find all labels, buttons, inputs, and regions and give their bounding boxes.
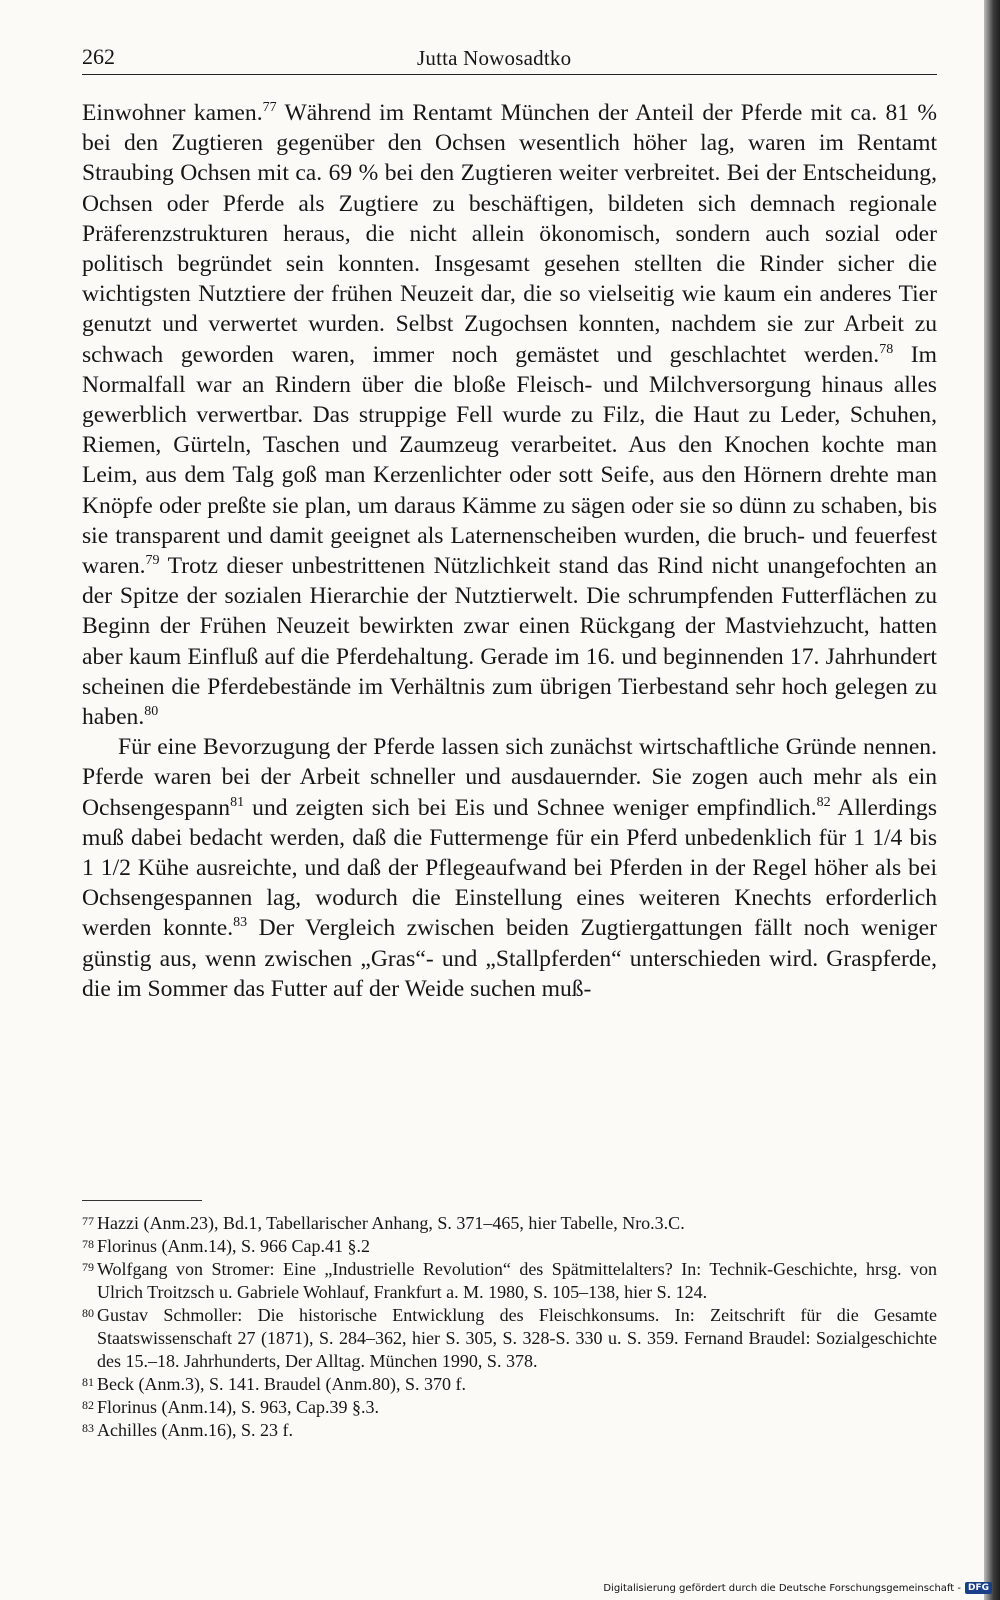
- paragraph-text: Einwohner kamen.: [82, 100, 263, 126]
- scan-page-edge: [984, 0, 1000, 1600]
- footnote-number: 78: [82, 1237, 94, 1251]
- footnote-text: Beck (Anm.3), S. 141. Braudel (Anm.80), S. 370 f.: [97, 1374, 466, 1394]
- footnote-text: Hazzi (Anm.23), Bd.1, Tabellarischer Anhang, S. 371–465, hier Tabelle, Nro.3.C.: [97, 1213, 685, 1233]
- footnote-number: 81: [82, 1375, 94, 1389]
- digitization-credit: [603, 1582, 992, 1594]
- paragraph-text: Während im Rentamt München der Anteil der Pferde mit ca. 81 % bei den Zugtieren gegenüber den Ochsen wesentlich höher lag, waren im Rentamt Straubing Ochsen mit ca. 69 % bei den Zugtieren weiter verbreitet. Bei der Entscheidung, Ochsen oder Pferde als Zugtiere zu beschäftigen, bildeten sich demnach regionale Präferenzstrukturen heraus, die nicht allein ökonomisch, sondern auch sozial oder politisch begründet sein konnten. Insgesamt gesehen stellten die Rinder sicher die wichtigsten Nutztiere der frühen Neuzeit dar, die so vielseitig wie kaum ein anderes Tier genutzt und verwertet wurden. Selbst Zugochsen konnten, nachdem sie zur Arbeit zu schwach geworden waren, immer noch gemästet und geschlachtet werden.: [82, 100, 937, 368]
- body-text: [82, 98, 937, 1004]
- dfg-logo-icon: DFG: [965, 1582, 992, 1594]
- paragraph-text: Allerdings muß dabei bedacht werden, daß die Futtermenge für ein Pferd unbedenklich für 1 1/4 bis 1 1/2 Kühe ausreichte, und daß der Pflegeaufwand bei Pferden in der Regel höher als bei Ochsengespannen lag, wodurch die Einstellung eines weiteren Knechts erforderlich werden konnte.: [82, 794, 937, 942]
- footnote-text: Gustav Schmoller: Die historische Entwicklung des Fleischkonsums. In: Zeitschrift für die Gesamte Staatswissenschaft 27 (1871), S. 284–362, hier S. 305, S. 328-S. 330 u. S. 359. Fernand Braudel: Sozialgeschichte des 15.–18. Jahrhunderts, Der Alltag. München 1990, S. 378.: [97, 1305, 937, 1371]
- footnotes: [82, 1212, 937, 1442]
- footnote-number: 83: [82, 1421, 94, 1435]
- page-number: 262: [82, 44, 115, 69]
- footnote-ref-82[interactable]: 82: [816, 794, 831, 810]
- footnote-ref-77[interactable]: 77: [262, 100, 277, 115]
- footnote-ref-79[interactable]: 79: [145, 553, 160, 569]
- footnote-text: Florinus (Anm.14), S. 966 Cap.41 §.2: [97, 1236, 371, 1256]
- footnote-81: [82, 1373, 937, 1396]
- footnote-ref-83[interactable]: 83: [233, 915, 248, 931]
- paragraph-text: Trotz dieser unbestrittenen Nützlichkeit stand das Rind nicht unangefochten an der Spitze der sozialen Hierarchie der Nutztierwelt. Die schrumpfenden Futterflächen zu Beginn der Frühen Neuzeit bewirkten zwar einen Rückgang der Mastviehzucht, hatten aber kaum Einfluß auf die Pferdehaltung. Gerade im 16. und beginnenden 17. Jahrhundert scheinen die Pferdebestände im Verhältnis zum übrigen Tierbestand sehr hoch gelegen zu haben.: [82, 553, 937, 731]
- paragraph-1: [82, 98, 937, 732]
- footnote-82: [82, 1396, 937, 1419]
- footnote-number: 79: [82, 1260, 94, 1274]
- footnote-78: [82, 1235, 937, 1258]
- paragraph-text: Für eine Bevorzugung der Pferde lassen sich zunächst wirtschaftliche Gründe nennen. Pferde waren bei der Arbeit schneller und ausdauernder. Sie zogen auch mehr als ein Ochsengespann: [82, 734, 937, 821]
- footnote-number: 82: [82, 1398, 94, 1412]
- paragraph-text: Im Normalfall war an Rindern über die bloße Fleisch- und Milchversorgung hinaus alles gewerblich verwertbar. Das struppige Fell wurde zu Filz, die Haut zu Leder, Schuhen, Riemen, Gürteln, Taschen und Zaumzeug verarbeitet. Aus den Knochen kochte man Leim, aus dem Talg goß man Kerzenlichter oder sott Seife, aus den Hörnern drehte man Knöpfe oder preßte sie plan, um daraus Kämme zu sägen oder sie so dünn zu schaben, bis sie transparent und damit geeignet als Laternenscheiben wurden, die bruch- und feuerfest waren.: [82, 341, 938, 580]
- footnote-number: 77: [82, 1214, 94, 1228]
- footnote-79: [82, 1258, 937, 1304]
- page-header: [82, 40, 937, 75]
- footnote-ref-78[interactable]: 78: [879, 341, 894, 357]
- paragraph-text: und zeigten sich bei Eis und Schnee weniger empfindlich.: [244, 794, 817, 821]
- footnote-text: Wolfgang von Stromer: Eine „Industrielle Revolution“ des Spätmittelalters? In: Technik-Geschichte, hrsg. von Ulrich Troitzsch u. Gabriele Wohlauf, Frankfurt a. M. 1980, S. 105–138, hier S. 124.: [97, 1259, 937, 1302]
- footnote-ref-80[interactable]: 80: [144, 704, 159, 720]
- running-head: Jutta Nowosadtko: [417, 46, 572, 70]
- footnote-number: 80: [82, 1306, 94, 1320]
- footnote-83: [82, 1419, 937, 1442]
- footnote-80: [82, 1304, 937, 1373]
- footnote-text: Achilles (Anm.16), S. 23 f.: [97, 1420, 293, 1440]
- credit-text: Digitalisierung gefördert durch die Deutsche Forschungsgemeinschaft -: [603, 1582, 961, 1594]
- footnote-text: Florinus (Anm.14), S. 963, Cap.39 §.3.: [97, 1397, 380, 1417]
- footnote-77: [82, 1212, 937, 1235]
- footnote-divider: [82, 1200, 202, 1201]
- paragraph-text: Der Vergleich zwischen beiden Zugtiergattungen fällt noch weniger günstig aus, wenn zwischen „Gras“- und „Stallpferden“ unterschieden wird. Graspferde, die im Sommer das Futter auf der Weide suchen muß-: [82, 915, 937, 1002]
- footnote-ref-81[interactable]: 81: [230, 794, 245, 810]
- paragraph-2: [82, 732, 937, 1004]
